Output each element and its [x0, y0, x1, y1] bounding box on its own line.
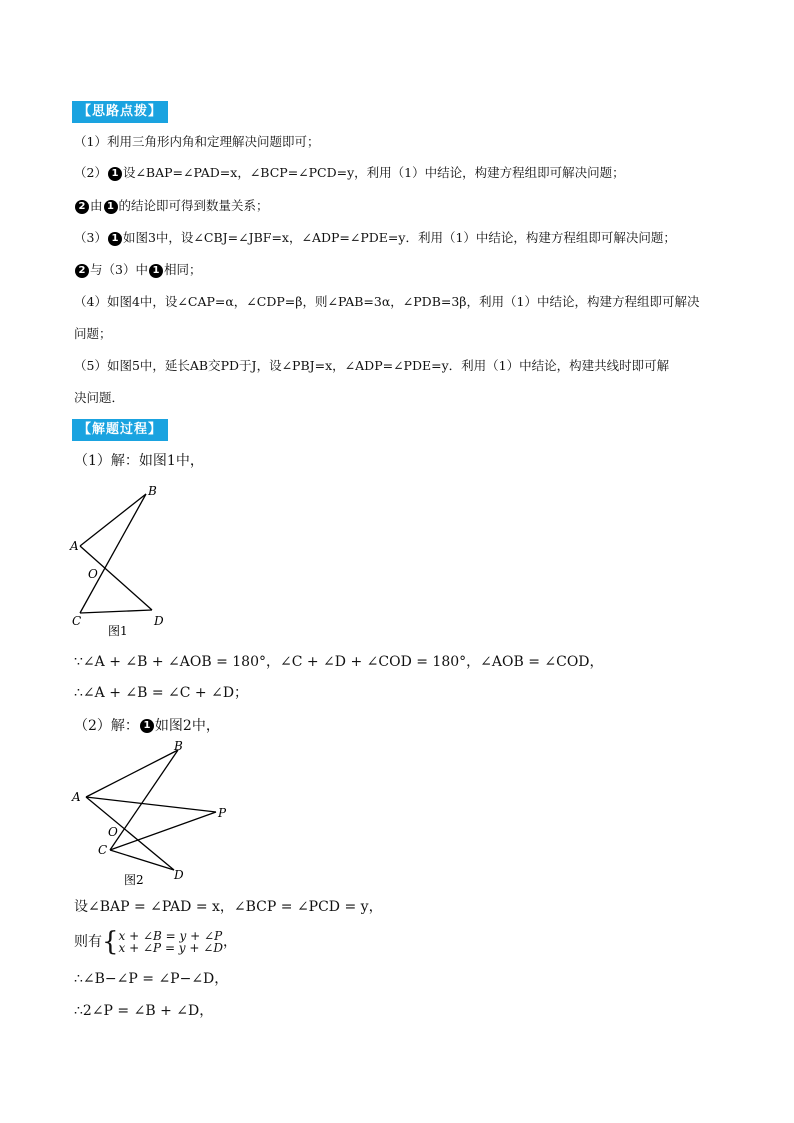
figure-2-caption: 图2 [124, 873, 144, 887]
label-d: D [174, 868, 184, 882]
figure-1-diagram [66, 482, 186, 642]
hint-line-5-text: 相同； [163, 262, 202, 277]
thinking-hint-badge: 【思路点拨】 [72, 101, 168, 123]
hint-line-8: （5）如图5中，延长AB交PD于J，设∠PBJ=x，∠ADP=∠PDE=y．利用（1）中结论，构建共线时即可解 [74, 358, 670, 373]
segment-b-c [110, 750, 178, 850]
system-suffix: ， [222, 934, 237, 950]
equation-5: ∴∠B−∠P = ∠P−∠D， [74, 971, 229, 987]
hint-line-5 [74, 261, 201, 279]
equation-6: ∴2∠P = ∠B + ∠D， [74, 1003, 214, 1019]
equation-system-brace: {x + ∠B = y + ∠P x + ∠P = y + ∠D [102, 927, 223, 957]
equation-system [74, 927, 237, 957]
figure-1-caption: 图1 [108, 624, 128, 638]
segment-c-p [110, 812, 216, 850]
label-a: A [70, 539, 79, 553]
label-c: C [72, 614, 82, 628]
circled-number-icon: 1 [108, 167, 122, 181]
solution-part-2-intro [74, 717, 220, 735]
hint-line-3 [74, 197, 269, 215]
equation-3: 设∠BAP = ∠PAD = x，∠BCP = ∠PCD = y， [74, 899, 383, 915]
circled-number-icon: 2 [75, 264, 89, 278]
hint-line-4-text: 如图3中，设∠CBJ=∠JBF=x，∠ADP=∠PDE=y．利用（1）中结论，构建方程组即可解决问题； [122, 230, 676, 245]
hint-line-5-prefix: 与（3）中 [90, 262, 148, 277]
system-prefix: 则有 [74, 934, 102, 950]
equation-1: ∵∠A + ∠B + ∠AOB = 180°，∠C + ∠D + ∠COD = 180°，∠AOB = ∠COD， [74, 654, 604, 670]
hint-line-3-text: 的结论即可得到数量关系； [118, 198, 269, 213]
system-row-2: x + ∠P = y + ∠D [118, 941, 223, 955]
hint-line-4 [74, 229, 676, 247]
hint-line-9: 决问题． [74, 390, 125, 405]
circled-number-icon: 1 [140, 719, 154, 733]
segment-a-d [86, 797, 174, 870]
label-c: C [98, 843, 108, 857]
segment-c-d [80, 610, 152, 613]
label-b: B [148, 484, 157, 498]
circled-number-icon: 1 [149, 264, 163, 278]
solution-part-1-intro: （1）解：如图1中， [74, 453, 204, 469]
part-2-prefix: （2）解： [74, 718, 139, 734]
label-b: B [174, 739, 183, 753]
hint-line-7: 问题； [74, 326, 112, 341]
label-p: P [218, 806, 227, 820]
segment-a-p [86, 797, 216, 812]
hint-line-6: （4）如图4中，设∠CAP=α，∠CDP=β，则∠PAB=3α，∠PDB=3β，利用（1）中结论，构建方程组即可解决 [74, 294, 700, 309]
segment-c-d [110, 850, 174, 870]
label-d: D [154, 614, 164, 628]
part-2-text: 如图2中， [154, 718, 220, 734]
label-o: O [108, 825, 118, 839]
hint-line-3-prefix: 由 [90, 198, 103, 213]
segment-a-b [86, 750, 178, 797]
hint-line-4-prefix: （3） [74, 230, 107, 245]
circled-number-icon: 1 [104, 200, 118, 214]
label-o: O [88, 567, 98, 581]
segment-a-b [80, 494, 146, 546]
figure-2-diagram [66, 736, 246, 890]
equation-2: ∴∠A + ∠B = ∠C + ∠D； [74, 685, 249, 701]
hint-line-2 [74, 164, 625, 182]
solution-process-badge: 【解题过程】 [72, 419, 168, 441]
circled-number-icon: 2 [75, 200, 89, 214]
system-row-1: x + ∠B = y + ∠P [118, 929, 223, 943]
hint-line-2-prefix: （2） [74, 165, 107, 180]
hint-line-1: （1）利用三角形内角和定理解决问题即可； [74, 134, 320, 149]
label-a: A [72, 790, 81, 804]
circled-number-icon: 1 [108, 232, 122, 246]
hint-line-2-text: 设∠BAP=∠PAD=x，∠BCP=∠PCD=y，利用（1）中结论，构建方程组即可解决问题； [122, 165, 625, 180]
